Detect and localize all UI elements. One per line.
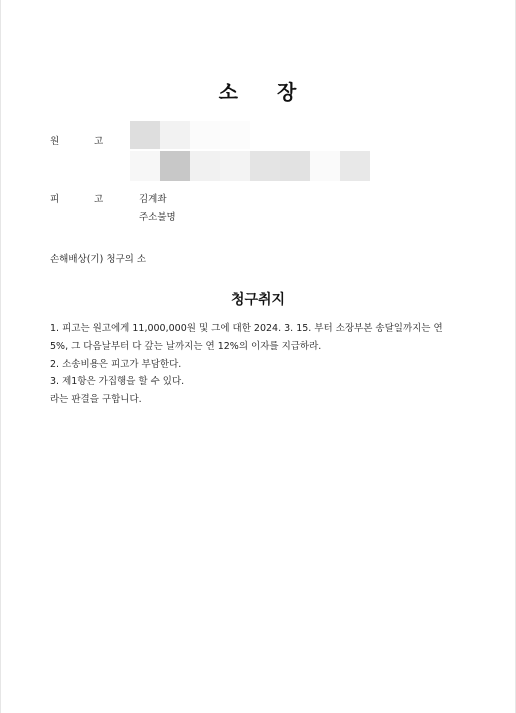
- document-title: [1, 76, 515, 105]
- claims-title: 청구취지: [230, 292, 286, 308]
- redaction-block: [250, 151, 280, 181]
- plaintiff-redacted-name: [130, 121, 250, 149]
- plaintiff-label-char-2: 고: [94, 136, 104, 147]
- redaction-block: [130, 151, 160, 181]
- redaction-block: [190, 151, 220, 181]
- claim-line: 3. 제1항은 가집행을 할 수 있다.: [50, 376, 185, 388]
- redaction-block: [310, 151, 340, 181]
- claim-line: 2. 소송비용은 피고가 부담한다.: [50, 358, 182, 370]
- redaction-block: [130, 121, 160, 149]
- document-title-char-2: 장: [277, 80, 298, 104]
- defendant-address: 주소불명: [139, 212, 176, 223]
- plaintiff-label-char-1: 원: [50, 136, 60, 147]
- redaction-block: [190, 121, 220, 149]
- redaction-block: [340, 151, 370, 181]
- case-name: 손해배상(기) 청구의 소: [50, 254, 147, 265]
- claim-line: 라는 판결을 구합니다.: [50, 394, 142, 406]
- redaction-block: [220, 151, 250, 181]
- defendant-label-char-2: 고: [94, 194, 104, 205]
- document-title-char-1: 소: [218, 80, 239, 104]
- claims-body: [50, 320, 460, 409]
- redaction-block: [160, 121, 190, 149]
- redaction-block: [280, 151, 310, 181]
- defendant-label-char-1: 피: [50, 194, 60, 205]
- plaintiff-redacted-address: [130, 151, 370, 181]
- defendant-name: 김계좌: [139, 194, 167, 205]
- claim-line: 1. 피고는 원고에게 11,000,000원 및 그에 대한 2024. 3. 15. 부터 소장부본 송달일까지는 연: [50, 323, 443, 334]
- redaction-block: [220, 121, 250, 149]
- redaction-block: [160, 151, 190, 181]
- claim-line: 5%, 그 다음날부터 다 갚는 날까지는 연 12%의 이자를 지급하라.: [50, 340, 322, 352]
